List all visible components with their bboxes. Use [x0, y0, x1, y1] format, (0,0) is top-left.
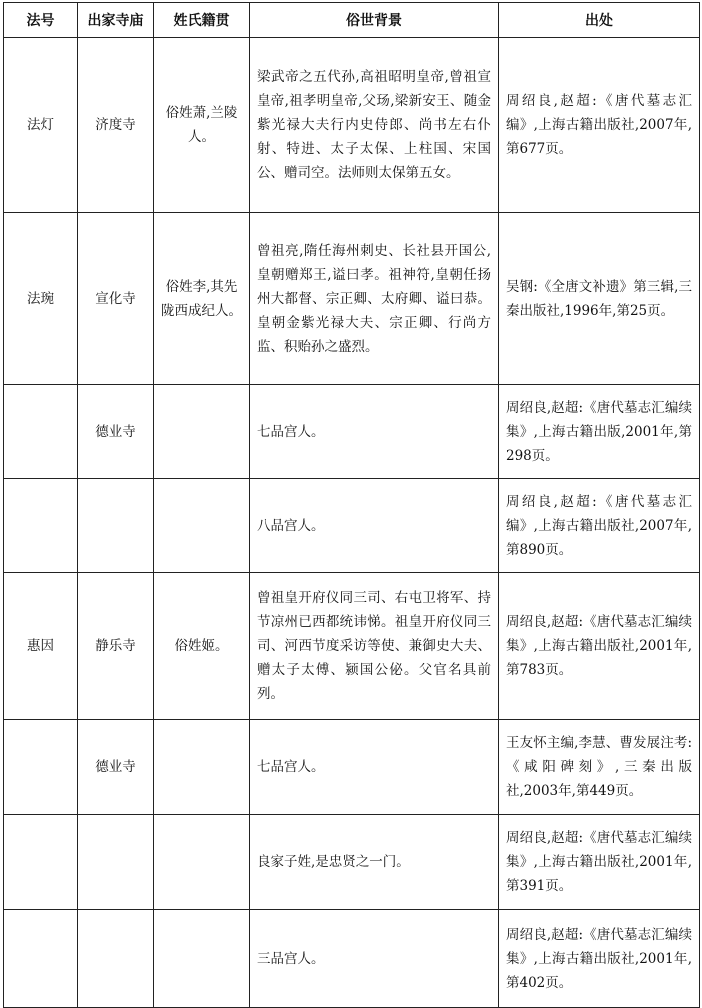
- source-cell: 吴钢:《全唐文补遗》第三辑,三秦出版社,1996年,第25页。: [499, 213, 700, 385]
- temple-cell: 静乐寺: [78, 573, 154, 720]
- background-cell: 梁武帝之五代孙,高祖昭明皇帝,曾祖宣皇帝,祖孝明皇帝,父玚,梁新安王、随金紫光禄大夫行内史侍郎、尚书左右仆射、特进、太子太保、上柱国、宋国公、赠司空。法师则太保第五女。: [250, 38, 499, 213]
- temple-cell: [78, 815, 154, 910]
- dharma-name-cell: 法琬: [4, 213, 78, 385]
- origin-cell: [154, 815, 250, 910]
- origin-cell: [154, 385, 250, 479]
- header-dharma-name: 法号: [4, 3, 78, 38]
- background-cell: 曾祖亮,隋任海州刺史、长社县开国公,皇朝赠郑王,谥曰孝。祖神符,皇朝任扬州大都督、宗正卿、太府卿、谥曰恭。皇朝金紫光禄大夫、宗正卿、行尚方监、积贻孙之盛烈。: [250, 213, 499, 385]
- nun-records-table: [3, 2, 700, 1008]
- header-secular-background: 俗世背景: [250, 3, 499, 38]
- temple-cell: 宣化寺: [78, 213, 154, 385]
- temple-cell: 德业寺: [78, 385, 154, 479]
- source-cell: 周绍良,赵超:《唐代墓志汇编》,上海古籍出版社,2007年,第890页。: [499, 479, 700, 573]
- header-surname-origin: 姓氏籍贯: [154, 3, 250, 38]
- temple-cell: 济度寺: [78, 38, 154, 213]
- background-cell: 三品宫人。: [250, 910, 499, 1008]
- dharma-name-cell: [4, 910, 78, 1008]
- temple-cell: [78, 910, 154, 1008]
- source-cell: 周绍良,赵超:《唐代墓志汇编续集》,上海古籍出版,2001年,第298页。: [499, 385, 700, 479]
- origin-cell: [154, 910, 250, 1008]
- background-cell: 八品宫人。: [250, 479, 499, 573]
- source-cell: 周绍良,赵超:《唐代墓志汇编续集》,上海古籍出版社,2001年,第402页。: [499, 910, 700, 1008]
- source-cell: 周绍良,赵超:《唐代墓志汇编续集》,上海古籍出版社,2001年,第391页。: [499, 815, 700, 910]
- table-row: [4, 910, 700, 1008]
- dharma-name-cell: 法灯: [4, 38, 78, 213]
- dharma-name-cell: [4, 385, 78, 479]
- dharma-name-cell: 惠因: [4, 573, 78, 720]
- header-source: 出处: [499, 3, 700, 38]
- origin-cell: 俗姓姬。: [154, 573, 250, 720]
- header-temple: 出家寺庙: [78, 3, 154, 38]
- origin-cell: [154, 479, 250, 573]
- source-cell: 王友怀主编,李慧、曹发展注考:《咸阳碑刻》,三秦出版社,2003年,第449页。: [499, 720, 700, 815]
- table-row: [4, 385, 700, 479]
- background-cell: 良家子姓,是忠贤之一门。: [250, 815, 499, 910]
- table-row: [4, 573, 700, 720]
- dharma-name-cell: [4, 815, 78, 910]
- background-cell: 曾祖皇开府仪同三司、右屯卫将军、持节凉州已西都统讳悌。祖皇开府仪同三司、河西节度采访等使、兼御史大夫、赠太子太傅、颍国公佖。父官名具前列。: [250, 573, 499, 720]
- temple-cell: [78, 479, 154, 573]
- source-cell: 周绍良,赵超:《唐代墓志汇编》,上海古籍出版社,2007年,第677页。: [499, 38, 700, 213]
- background-cell: 七品宫人。: [250, 385, 499, 479]
- background-cell: 七品宫人。: [250, 720, 499, 815]
- source-cell: 周绍良,赵超:《唐代墓志汇编续集》,上海古籍出版社,2001年,第783页。: [499, 573, 700, 720]
- table-row: [4, 720, 700, 815]
- table-row: [4, 815, 700, 910]
- origin-cell: [154, 720, 250, 815]
- origin-cell: 俗姓萧,兰陵人。: [154, 38, 250, 213]
- table-row: [4, 38, 700, 213]
- table-row: [4, 479, 700, 573]
- dharma-name-cell: [4, 479, 78, 573]
- dharma-name-cell: [4, 720, 78, 815]
- temple-cell: 德业寺: [78, 720, 154, 815]
- header-row: [4, 3, 700, 38]
- origin-cell: 俗姓李,其先陇西成纪人。: [154, 213, 250, 385]
- table-row: [4, 213, 700, 385]
